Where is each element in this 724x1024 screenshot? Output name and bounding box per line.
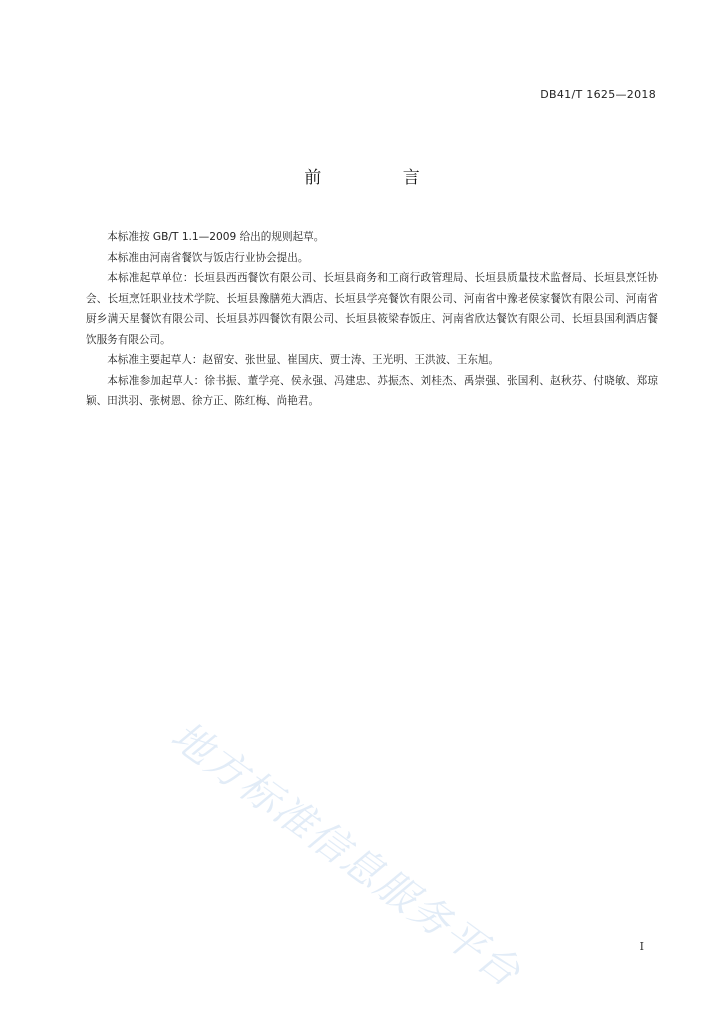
watermark: 地方标准信息服务平台	[162, 712, 530, 997]
paragraph-main-drafters: 本标准主要起草人：赵留安、张世显、崔国庆、贾士涛、王光明、王洪波、王东旭。	[107, 354, 500, 366]
paragraph-proposer: 本标准由河南省餐饮与饭店行业协会提出。	[107, 251, 309, 264]
paragraph-participating-drafters: 本标准参加起草人：徐书振、董学亮、侯永强、冯建忠、苏振杰、刘桂杰、禹崇强、张国利、赵秋芬、付晓敏、郑琼颖、田洪羽、张树恩、徐方正、陈红梅、尚艳君。	[86, 374, 658, 407]
paragraph-drafting-rules: 本标准按 GB/T 1.1—2009 给出的规则起草。	[107, 231, 325, 243]
document-code: DB41/T 1625—2018	[540, 88, 656, 101]
page-title: 前 言	[304, 168, 458, 188]
foreword-body	[86, 227, 658, 412]
page-number: I	[639, 940, 644, 953]
paragraph-drafting-units: 本标准起草单位：长垣县西西餐饮有限公司、长垣县商务和工商行政管理局、长垣县质量技术监督局、长垣县烹饪协会、长垣烹饪职业技术学院、长垣县豫膳苑大酒店、长垣县学亮餐饮有限公司、河南省中豫老侯家餐饮有限公司、河南省厨乡满天星餐饮有限公司、长垣县苏四餐饮有限公司、长垣县筱梁春饭庄、河南省欣达餐饮有限公司、长垣县国利酒店餐饮服务有限公司。	[86, 272, 658, 346]
